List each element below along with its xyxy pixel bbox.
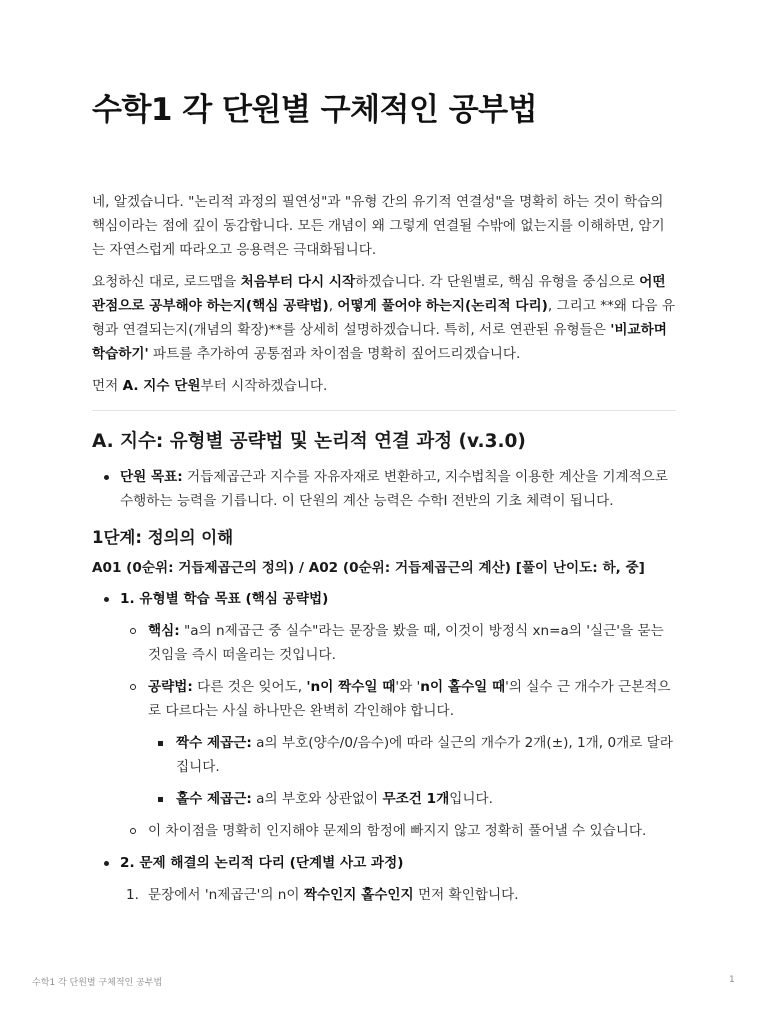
intro-paragraph-3: 먼저 A. 지수 단원부터 시작하겠습니다. [92, 378, 328, 394]
intro-paragraph-2: 요청하신 대로, 로드맵을 처음부터 다시 시작하겠습니다. 각 단원별로, 핵심 유형을 중심으로 어떤 관점으로 공부해야 하는지(핵심 공략법), 어떻게 풀어야 하는지(논리적 다리), 그리고 **왜 다음 유형과 연결되는지(개념의 확장)**를 상세히 설명하겠습니다. 특히, 서로 연관된 유형들은 '비교하며 학습하기' 파트를 추가하여 공통점과 차이점을 명확히 짚어드리겠습니다. [92, 274, 675, 362]
goal-list [92, 465, 676, 513]
step-heading: 1단계: 정의의 이해 [92, 528, 234, 547]
section-heading: A. 지수: 유형별 공략법 및 논리적 연결 과정 (v.3.0) [92, 431, 526, 452]
numbered-step-1: 1. 문장에서 'n제곱근'의 n이 짝수인지 홀수인지 먼저 확인합니다. [126, 887, 519, 903]
footer-title: 수학1 각 단원별 구체적인 공부법 [32, 978, 163, 988]
unit-goal-item: 단원 목표: 거듭제곱근과 지수를 자유자재로 변환하고, 지수법칙을 이용한 계산을 기계적으로 수행하는 능력을 기릅니다. 이 단원의 계산 능력은 수학I 전반의 기초 체력이 됩니다. [92, 465, 676, 513]
core-item: 핵심: "a의 n제곱근 중 실수"라는 문장을 봤을 때, 이것이 방정식 xn=a의 '실근'을 묻는 것임을 즉시 떠올리는 것입니다. [92, 619, 676, 667]
section-divider [92, 410, 676, 411]
types-heading: A01 (0순위: 거듭제곱근의 정의) / A02 (0순위: 거듭제곱근의 계산) [풀이 난이도: 하, 중] [92, 560, 645, 576]
odd-root-item: 홀수 제곱근: a의 부호와 상관없이 무조건 1개입니다. [92, 787, 676, 811]
even-root-item: 짝수 제곱근: a의 부호(양수/0/음수)에 따라 실근의 개수가 2개(±), 1개, 0개로 달라집니다. [92, 731, 676, 779]
study-list [92, 587, 676, 907]
item-learning-goal: 1. 유형별 학습 목표 (핵심 공략법) [92, 587, 676, 611]
page-number: 1 [729, 975, 735, 985]
strategy-item: 공략법: 다른 것은 잊어도, 'n이 짝수일 때'와 'n이 홀수일 때'의 실수 근 개수가 근본적으로 다르다는 사실 하나만은 완벽히 각인해야 합니다. [92, 675, 676, 723]
document-body [92, 86, 676, 915]
trap-item: 이 차이점을 명확히 인지해야 문제의 함정에 빠지지 않고 정확히 풀어낼 수 있습니다. [92, 819, 676, 843]
item-logical-bridge: 2. 문제 해결의 논리적 다리 (단계별 사고 과정) [92, 851, 676, 875]
intro-paragraph-1: 네, 알겠습니다. "논리적 과정의 필연성"과 "유형 간의 유기적 연결성"을 명확히 하는 것이 학습의 핵심이라는 점에 깊이 동감합니다. 모든 개념이 왜 그렇게 연결될 수밖에 없는지를 이해하면, 암기는 자연스럽게 따라오고 응용력은 극대화됩니다. [92, 194, 665, 258]
page-title: 수학1 각 단원별 구체적인 공부법 [92, 92, 538, 128]
